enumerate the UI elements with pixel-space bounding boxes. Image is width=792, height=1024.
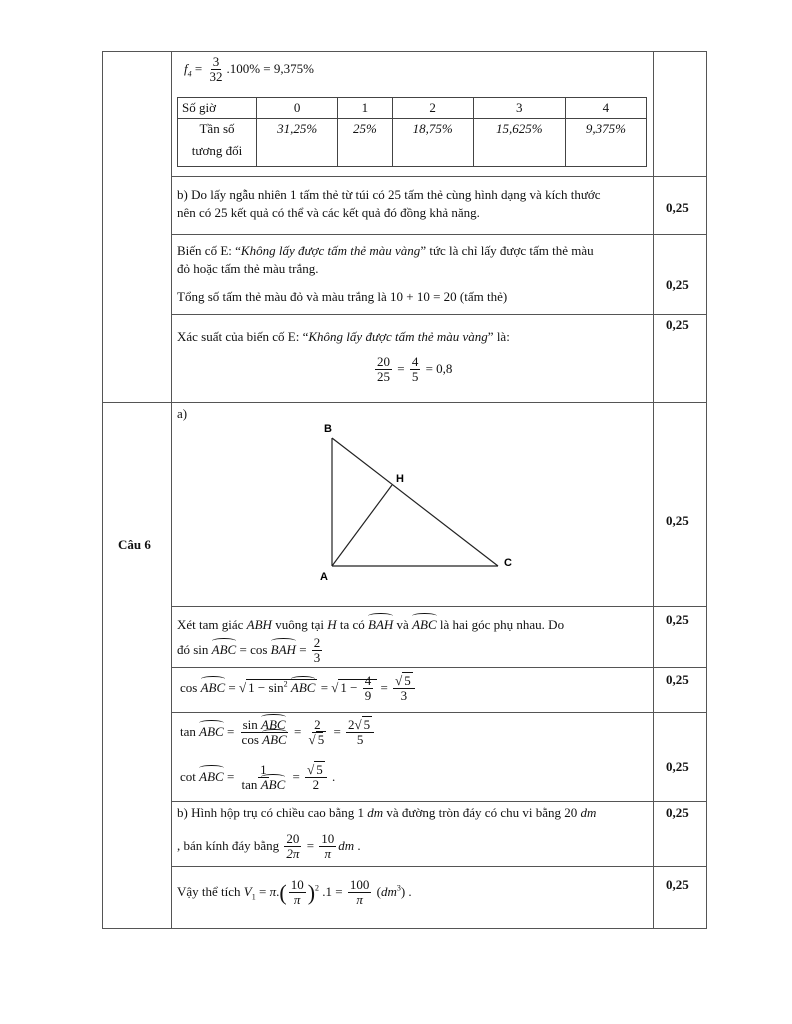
score: 0,25 <box>666 877 689 892</box>
table-row <box>178 98 647 119</box>
table-cell: 2 <box>392 98 473 119</box>
vertex-h: H <box>396 473 404 485</box>
frame-left <box>102 51 103 929</box>
event-e-line1: Biến cố E: “Không lấy được tấm thẻ màu vàng” tức là chỉ lấy được tấm thẻ màu <box>177 243 594 258</box>
probability-line: Xác suất của biến cố E: “Không lấy được tấm thẻ màu vàng” là: <box>177 329 510 344</box>
volume-formula: Vậy thể tích $V_1 = \pi$.( $\frac{10}{\pi}$ )$^2$ .1 = $\frac{100}{\pi}$ $(dm^3)$ . <box>177 877 412 908</box>
table-cell: 31,25% <box>257 119 338 167</box>
part-b2-line1: b) Hình hộp trụ có chiều cao bằng 1 dm và đường tròn đáy có chu vi bằng 20 dm <box>177 805 597 820</box>
part-a-label: a) <box>177 406 188 421</box>
cos-formula: cos ABC = √ $1 - \sin^2$ ABC = √ 1 − $\frac{4}{9}$ = $\frac{√ 5}{3}$ <box>180 674 417 704</box>
table-cell: 0 <box>257 98 338 119</box>
vertex-b: B <box>324 423 332 435</box>
score: 0,25 <box>666 200 689 215</box>
xet-line2: đó sin ABC = cos BAH = $\frac{2}{3}$ <box>177 635 321 666</box>
score: 0,25 <box>666 513 689 528</box>
table-header-frequency: Tần số tương đối <box>178 119 257 167</box>
row-sep-full <box>102 402 707 403</box>
table-cell: 25% <box>338 119 392 167</box>
side-bc <box>332 438 498 566</box>
f4-formula: $f_4$ = $\frac{3}{32}$ .100% = 9,375% <box>184 54 314 85</box>
event-e-line3: Tổng số tấm thẻ màu đỏ và màu trắng là 10 + 10 = 20 (tấm thẻ) <box>177 289 508 304</box>
table-header-hours: Số giờ <box>178 98 257 119</box>
table-row <box>178 119 647 167</box>
row-sep <box>171 712 707 713</box>
part-b1-line2: nên có 25 kết quả có thể và các kết quả đó đồng khả năng. <box>177 205 480 220</box>
tan-formula: tan ABC = $\frac{\text{sin ABC}}{\text{cos ABC}}$ = $\frac{2}{√ 5}$ = $\frac{2√ 5}{5}$ <box>180 718 376 748</box>
score: 0,25 <box>666 672 689 687</box>
frequency-table <box>177 97 647 167</box>
event-e-line2: đỏ hoặc tấm thẻ màu trắng. <box>177 261 319 276</box>
row-sep <box>171 801 707 802</box>
frame-col2 <box>171 51 172 929</box>
row-sep <box>171 606 707 607</box>
vertex-c: C <box>504 557 512 569</box>
table-cell: 4 <box>565 98 646 119</box>
xet-line1: Xét tam giác ABH vuông tại H ta có BAH và ABC là hai góc phụ nhau. Do <box>177 617 565 632</box>
score: 0,25 <box>666 317 689 332</box>
vertex-a: A <box>320 571 328 583</box>
part-b2-line2: , bán kính đáy bằng $\frac{20}{2\pi}$ = $\frac{10}{\pi}$ dm . <box>177 831 361 862</box>
part-b1-line1: b) Do lấy ngẫu nhiên 1 tấm thẻ từ túi có 25 tấm thẻ cùng hình dạng và kích thước <box>177 187 601 202</box>
table-cell: 18,75% <box>392 119 473 167</box>
frame-top <box>102 51 707 52</box>
score: 0,25 <box>666 805 689 820</box>
score: 0,25 <box>666 759 689 774</box>
table-cell: 1 <box>338 98 392 119</box>
row-sep <box>171 667 707 668</box>
score: 0,25 <box>666 277 689 292</box>
row-sep <box>171 866 707 867</box>
triangle-figure <box>310 418 530 588</box>
frame-right <box>706 51 707 929</box>
question-label: Câu 6 <box>118 537 151 552</box>
table-cell: 3 <box>473 98 565 119</box>
row-sep <box>171 176 707 177</box>
altitude-ah <box>332 485 392 566</box>
cot-formula: cot ABC = $\frac{1}{\text{tan ABC}}$ = $\frac{√ 5}{2}$ . <box>180 762 336 793</box>
table-cell: 15,625% <box>473 119 565 167</box>
row-sep <box>171 314 707 315</box>
probability-formula: $\frac{20}{25}$ = $\frac{4}{5}$ = 0,8 <box>377 354 453 385</box>
frame-bottom <box>102 928 707 929</box>
row-sep <box>171 234 707 235</box>
frame-col3 <box>653 51 654 929</box>
score: 0,25 <box>666 612 689 627</box>
table-cell: 9,375% <box>565 119 646 167</box>
